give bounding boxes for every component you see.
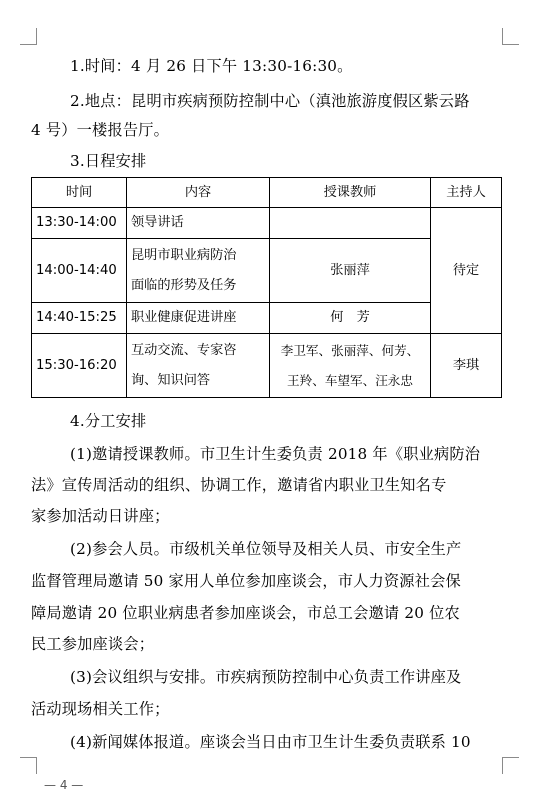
item2-line-2: 监督管理局邀请 50 家用人单位参加座谈会，市人力资源社会保 [31,572,461,590]
header-teacher: 授课教师 [270,178,431,208]
item3-line-1: (3)会议组织与安排。市疾病预防控制中心负责工作讲座及 [70,668,462,686]
table-row [32,334,502,398]
cell-content-line-1: 互动交流、专家咨 [131,342,237,358]
header-content: 内容 [127,178,270,208]
item2-line-3: 障局邀请 20 位职业病患者参加座谈会，市总工会邀请 20 位农 [31,604,460,622]
cell-time: 15:30-16:20 [32,334,127,398]
item1-line-1: (1)邀请授课教师。市卫生计生委负责 2018 年《职业病防治 [70,445,481,463]
cell-teacher [270,334,431,398]
cell-content: 职业健康促进讲座 [127,303,270,334]
cell-teacher-line-2: 王羚、车望军、汪永忠 [287,372,413,388]
place-paragraph-line-1: 2.地点：昆明市疾病预防控制中心（滇池旅游度假区紫云路 [70,92,470,110]
cell-teacher-line-1: 李卫军、张丽萍、何芳、 [280,342,420,358]
item3-line-2: 活动现场相关工作； [31,700,170,718]
cell-content-text: 领导讲话 [131,215,184,230]
table-header-row [32,178,502,208]
division-heading: 4.分工安排 [70,412,147,430]
cell-teacher: 张丽萍 [270,239,431,303]
item4-line-1: (4)新闻媒体报道。座谈会当日由市卫生计生委负责联系 10 [70,733,471,751]
item1-line-3: 家参加活动日讲座； [31,507,170,525]
page-number: — 4 — [44,778,84,792]
place-paragraph-line-2: 4 号）一楼报告厅。 [31,121,169,139]
header-host: 主持人 [431,178,502,208]
cell-content [127,239,270,303]
cell-host-2: 李琪 [431,334,502,398]
item1-line-2: 法》宣传周活动的组织、协调工作，邀请省内职业卫生知名专 [31,476,447,494]
cell-host-1: 待定 [431,208,502,334]
cell-teacher [270,208,431,239]
crop-mark-top-right [502,28,519,45]
time-paragraph: 1.时间：4 月 26 日下午 13:30-16:30。 [70,57,353,75]
cell-time: 13:30-14:00 [32,208,127,239]
cell-content-line-2: 询、知识问答 [131,372,211,388]
cell-time: 14:00-14:40 [32,239,127,303]
table-row [32,208,502,239]
crop-mark-top-left [20,28,37,45]
crop-mark-bottom-right [502,757,519,774]
cell-time: 14:40-15:25 [32,303,127,334]
cell-content-line-1: 昆明市职业病防治 [131,247,237,263]
cell-content [127,334,270,398]
cell-content-line-2: 面临的形势及任务 [131,277,237,293]
cell-teacher: 何 芳 [270,303,431,334]
cell-content [127,208,270,239]
item2-line-1: (2)参会人员。市级机关单位领导及相关人员、市安全生产 [70,540,462,558]
crop-mark-bottom-left [20,757,37,774]
header-time: 时间 [32,178,127,208]
schedule-table [31,177,502,398]
item2-line-4: 民工参加座谈会； [31,635,155,653]
schedule-heading: 3.日程安排 [70,152,147,170]
